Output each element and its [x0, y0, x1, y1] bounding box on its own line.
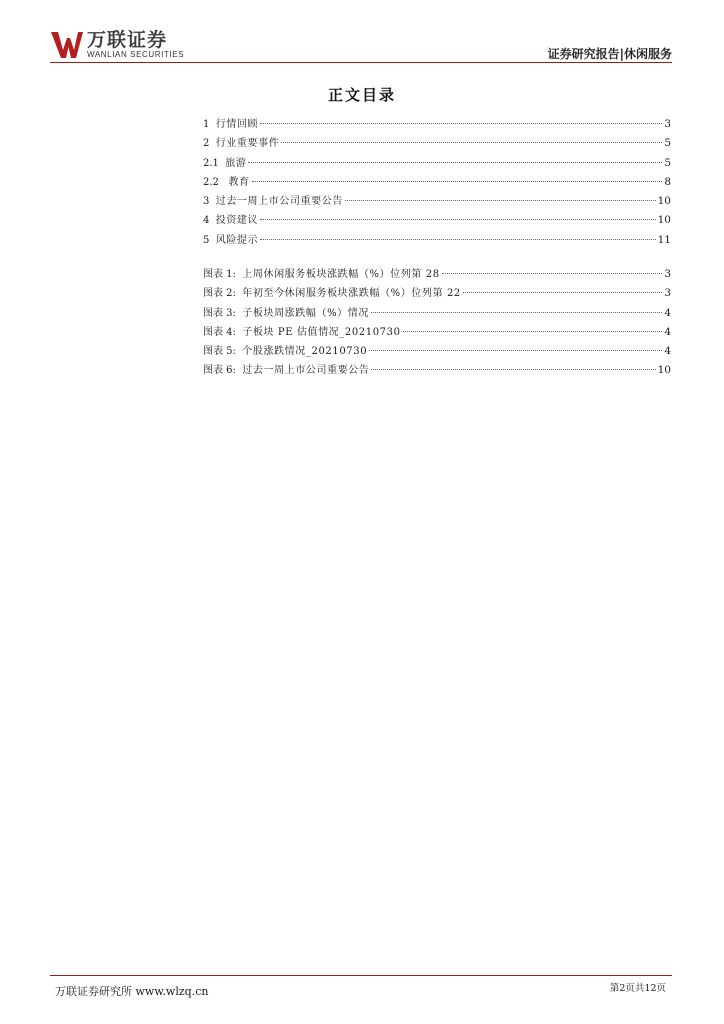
- toc-title: 正文目录: [327, 86, 396, 104]
- toc-entry[interactable]: [203, 211, 671, 230]
- company-logo: [50, 30, 184, 64]
- dot-leader: [260, 123, 662, 124]
- toc-entry[interactable]: [203, 154, 671, 173]
- figure-entry-number: 图表 4:: [203, 326, 243, 338]
- toc-entry-number: 3: [203, 196, 216, 208]
- dot-leader: [252, 181, 663, 182]
- toc-entry-label: 风险提示: [215, 234, 259, 246]
- toc-entry-page: 8: [664, 175, 671, 188]
- figure-entry-page: 10: [657, 364, 671, 377]
- dot-leader: [369, 350, 662, 351]
- toc-entry-number: 5: [203, 234, 216, 246]
- figure-entry-label: 个股涨跌情况_20210730: [242, 346, 368, 358]
- page-number: 第2页共12页: [609, 983, 666, 994]
- figure-entry-page: 4: [664, 306, 671, 319]
- dot-leader: [403, 331, 663, 332]
- dot-leader: [260, 219, 655, 220]
- dot-leader: [248, 162, 662, 163]
- figure-entry-label: 上周休闲服务板块涨跌幅（%）位列第 28: [242, 269, 440, 280]
- dot-leader: [463, 292, 662, 293]
- dot-leader: [371, 312, 662, 313]
- figure-entry-page: 4: [664, 345, 671, 358]
- page-header: [0, 0, 724, 64]
- figure-entry[interactable]: [203, 323, 671, 342]
- toc-entry-page: 5: [664, 137, 671, 150]
- figure-entry-label: 过去一周上市公司重要公告: [242, 365, 370, 377]
- figure-entry-page: 3: [664, 287, 671, 300]
- toc-entry-number: 4: [203, 215, 216, 227]
- toc-entry[interactable]: [203, 192, 671, 211]
- figure-entry-number: 图表 2:: [203, 288, 243, 300]
- logo-chinese-name: 万联证券: [87, 29, 168, 51]
- figure-entry-label: 子板块周涨跌幅（%）情况: [242, 307, 369, 319]
- toc-entry-number: 1: [203, 119, 216, 130]
- toc-entry-number: 2.2: [203, 176, 229, 188]
- toc-entry[interactable]: [203, 231, 671, 250]
- toc-entry-label: 投资建议: [215, 215, 259, 227]
- figure-entry[interactable]: [203, 342, 671, 361]
- dot-leader: [281, 142, 662, 143]
- wanlian-logo-mark-icon: [50, 30, 84, 60]
- figure-entry-number: 图表 6:: [203, 365, 243, 377]
- toc-entry[interactable]: [203, 134, 671, 153]
- toc-entry-page: 11: [657, 233, 671, 246]
- footer-divider: [50, 975, 672, 976]
- figure-entry-number: 图表 5:: [203, 346, 243, 358]
- figure-entry[interactable]: [203, 361, 671, 380]
- toc-entry-page: 10: [657, 214, 671, 227]
- footer-source: 万联证券研究所 www.wlzq.cn: [55, 985, 209, 998]
- header-divider: [50, 62, 672, 63]
- figure-entry[interactable]: [203, 265, 671, 284]
- figure-entry-label: 子板块 PE 估值情况_20210730: [242, 326, 401, 338]
- toc-entry-label: 教育: [228, 176, 250, 188]
- toc-figure-list: [203, 265, 671, 381]
- toc-entry-number: 2.1: [203, 157, 226, 169]
- toc-entry-label: 旅游: [225, 157, 247, 169]
- toc-section-list: [203, 115, 671, 250]
- toc-entry-label: 行情回顾: [215, 119, 259, 130]
- toc-entry-page: 10: [657, 195, 671, 208]
- figure-entry-page: 3: [664, 268, 671, 280]
- figure-entry-number: 图表 3:: [203, 307, 243, 319]
- dot-leader: [371, 369, 655, 370]
- figure-entry[interactable]: [203, 284, 671, 303]
- dot-leader: [260, 239, 655, 240]
- dot-leader: [345, 200, 656, 201]
- toc-entry-page: 5: [664, 156, 671, 169]
- toc-entry-page: 3: [664, 118, 671, 130]
- dot-leader: [442, 273, 663, 274]
- logo-text: [87, 30, 184, 59]
- report-type-label: 证券研究报告|休闲服务: [547, 47, 672, 61]
- figure-entry-label: 年初至今休闲服务板块涨跌幅（%）位列第 22: [242, 288, 461, 300]
- figure-entry[interactable]: [203, 304, 671, 323]
- toc-entry-number: 2: [203, 138, 216, 150]
- figure-entry-page: 4: [664, 325, 671, 338]
- figure-entry-number: 图表 1:: [203, 269, 243, 280]
- toc-entry-label: 过去一周上市公司重要公告: [215, 196, 343, 208]
- toc-entry[interactable]: [203, 173, 671, 192]
- toc-entry-label: 行业重要事件: [215, 138, 280, 150]
- logo-english-name: WANLIAN SECURITIES: [87, 50, 185, 59]
- toc-entry[interactable]: [203, 115, 671, 134]
